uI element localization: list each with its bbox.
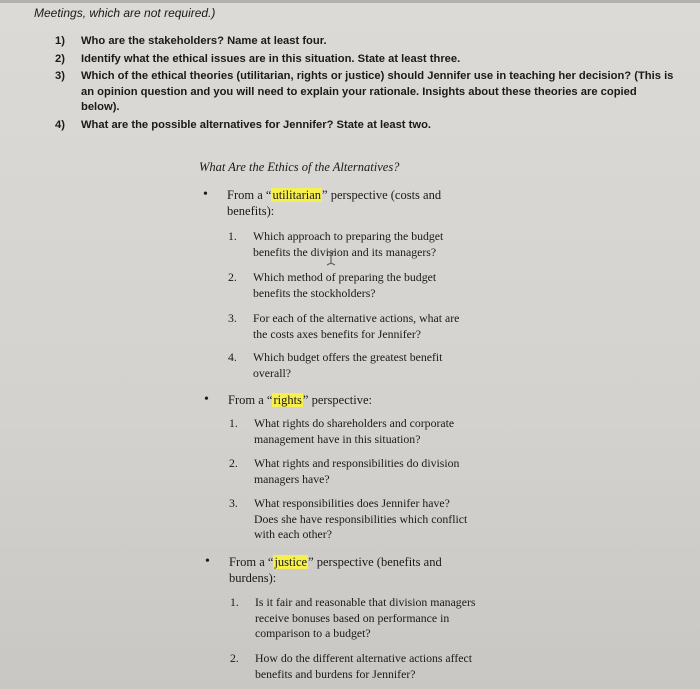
justice-highlight: justice — [274, 555, 308, 569]
item-line: benefits the stockholders? — [253, 285, 376, 300]
question-item — [55, 52, 685, 68]
item-line: Which method of preparing the budget — [253, 270, 437, 284]
item-line: Is it fair and reasonable that division managers — [255, 595, 476, 609]
list-item — [230, 651, 550, 683]
item-line: benefits the division and its managers? — [253, 244, 437, 259]
item-line: managers have? — [254, 471, 330, 486]
item-number: 2. — [230, 651, 239, 665]
bullet-text — [228, 392, 372, 408]
list-item — [229, 496, 539, 544]
question-text: Who are the stakeholders? Name at least four. — [81, 35, 327, 47]
item-number: 1. — [229, 416, 238, 430]
bullet-text-pre: From a “ — [227, 188, 272, 202]
bullet-text-line2: benefits): — [227, 204, 275, 218]
item-text — [254, 456, 459, 487]
question-text: below). — [81, 101, 120, 113]
bullet-text-pre: From a “ — [228, 393, 273, 407]
bullet-text — [229, 554, 442, 586]
list-item — [228, 350, 528, 382]
item-text — [254, 416, 454, 447]
item-line: the costs axes benefits for Jennifer? — [253, 326, 422, 341]
item-number: 1. — [230, 595, 239, 609]
item-line: management have in this situation? — [254, 431, 421, 446]
question-text: Which of the ethical theories (utilitarian, rights or justice) should Jennifer use in teaching her decision? (This is — [81, 70, 674, 82]
list-item — [229, 416, 529, 448]
list-item — [230, 595, 550, 643]
bullet-dot: • — [205, 554, 210, 569]
item-line: What responsibilities does Jennifer have? — [254, 496, 450, 510]
question-number: 1) — [55, 35, 65, 47]
item-line: For each of the alternative actions, what are — [253, 311, 460, 325]
question-number: 3) — [55, 70, 65, 82]
rights-highlight: rights — [273, 393, 302, 407]
item-number: 2. — [229, 456, 238, 470]
utilitarian-highlight: utilitarian — [272, 188, 322, 202]
bullet-text-line2: burdens): — [229, 571, 277, 585]
list-item — [228, 311, 528, 343]
text-cursor-icon — [325, 250, 337, 266]
intro-text: Meetings, which are not required.) — [34, 6, 216, 20]
bullet-text-post: ” perspective (costs and — [322, 188, 442, 202]
bullet-text — [227, 187, 441, 219]
section-heading: What Are the Ethics of the Alternatives? — [199, 160, 400, 174]
item-line: comparison to a budget? — [255, 626, 371, 640]
question-item — [55, 69, 685, 116]
bullet-dot: • — [203, 187, 208, 202]
question-item — [55, 34, 685, 50]
list-item — [228, 270, 528, 302]
item-number: 4. — [228, 350, 237, 364]
item-text — [253, 311, 459, 342]
item-line: Which approach to preparing the budget — [253, 229, 444, 243]
bullet-text-post: ” perspective: — [302, 393, 372, 407]
question-text: Identify what the ethical issues are in this situation. State at least three. — [81, 52, 461, 65]
item-text — [253, 270, 436, 301]
item-number: 3. — [228, 311, 237, 325]
item-line: Which budget offers the greatest benefit — [253, 350, 443, 364]
question-text: What are the possible alternatives for Jennifer? State at least two. — [81, 118, 432, 131]
list-item — [229, 456, 529, 488]
item-line: receive bonuses based on performance in — [255, 610, 450, 625]
utilitarian-bullet — [203, 187, 533, 221]
question-item — [55, 118, 685, 134]
question-list — [55, 34, 685, 135]
bullet-text-post: ” perspective (benefits and — [308, 555, 442, 569]
question-text: an opinion question and you will need to explain your rationale. Insights about these theories are copied — [81, 85, 637, 98]
item-text — [253, 350, 442, 381]
page-top-edge — [0, 0, 700, 3]
bullet-text-pre: From a “ — [229, 555, 274, 569]
item-line: with each other? — [254, 527, 332, 541]
item-line: How do the different alternative actions affect — [255, 651, 473, 665]
item-text — [255, 651, 472, 682]
rights-bullet — [204, 392, 534, 410]
justice-bullet — [205, 554, 535, 588]
item-line: What rights and responsibilities do division — [254, 456, 460, 470]
item-line: Does she have responsibilities which conflict — [254, 511, 468, 526]
item-number: 2. — [228, 270, 237, 284]
item-number: 1. — [228, 229, 237, 243]
item-number: 3. — [229, 496, 238, 510]
item-line: overall? — [253, 365, 291, 380]
item-text — [253, 229, 443, 260]
item-line: What rights do shareholders and corporate — [254, 416, 455, 430]
question-number: 2) — [55, 52, 65, 65]
bullet-dot: • — [204, 392, 209, 407]
list-item — [228, 229, 528, 261]
item-text — [254, 496, 467, 543]
question-number: 4) — [55, 118, 65, 131]
item-line: benefits and burdens for Jennifer? — [255, 666, 416, 681]
item-text — [255, 595, 475, 642]
